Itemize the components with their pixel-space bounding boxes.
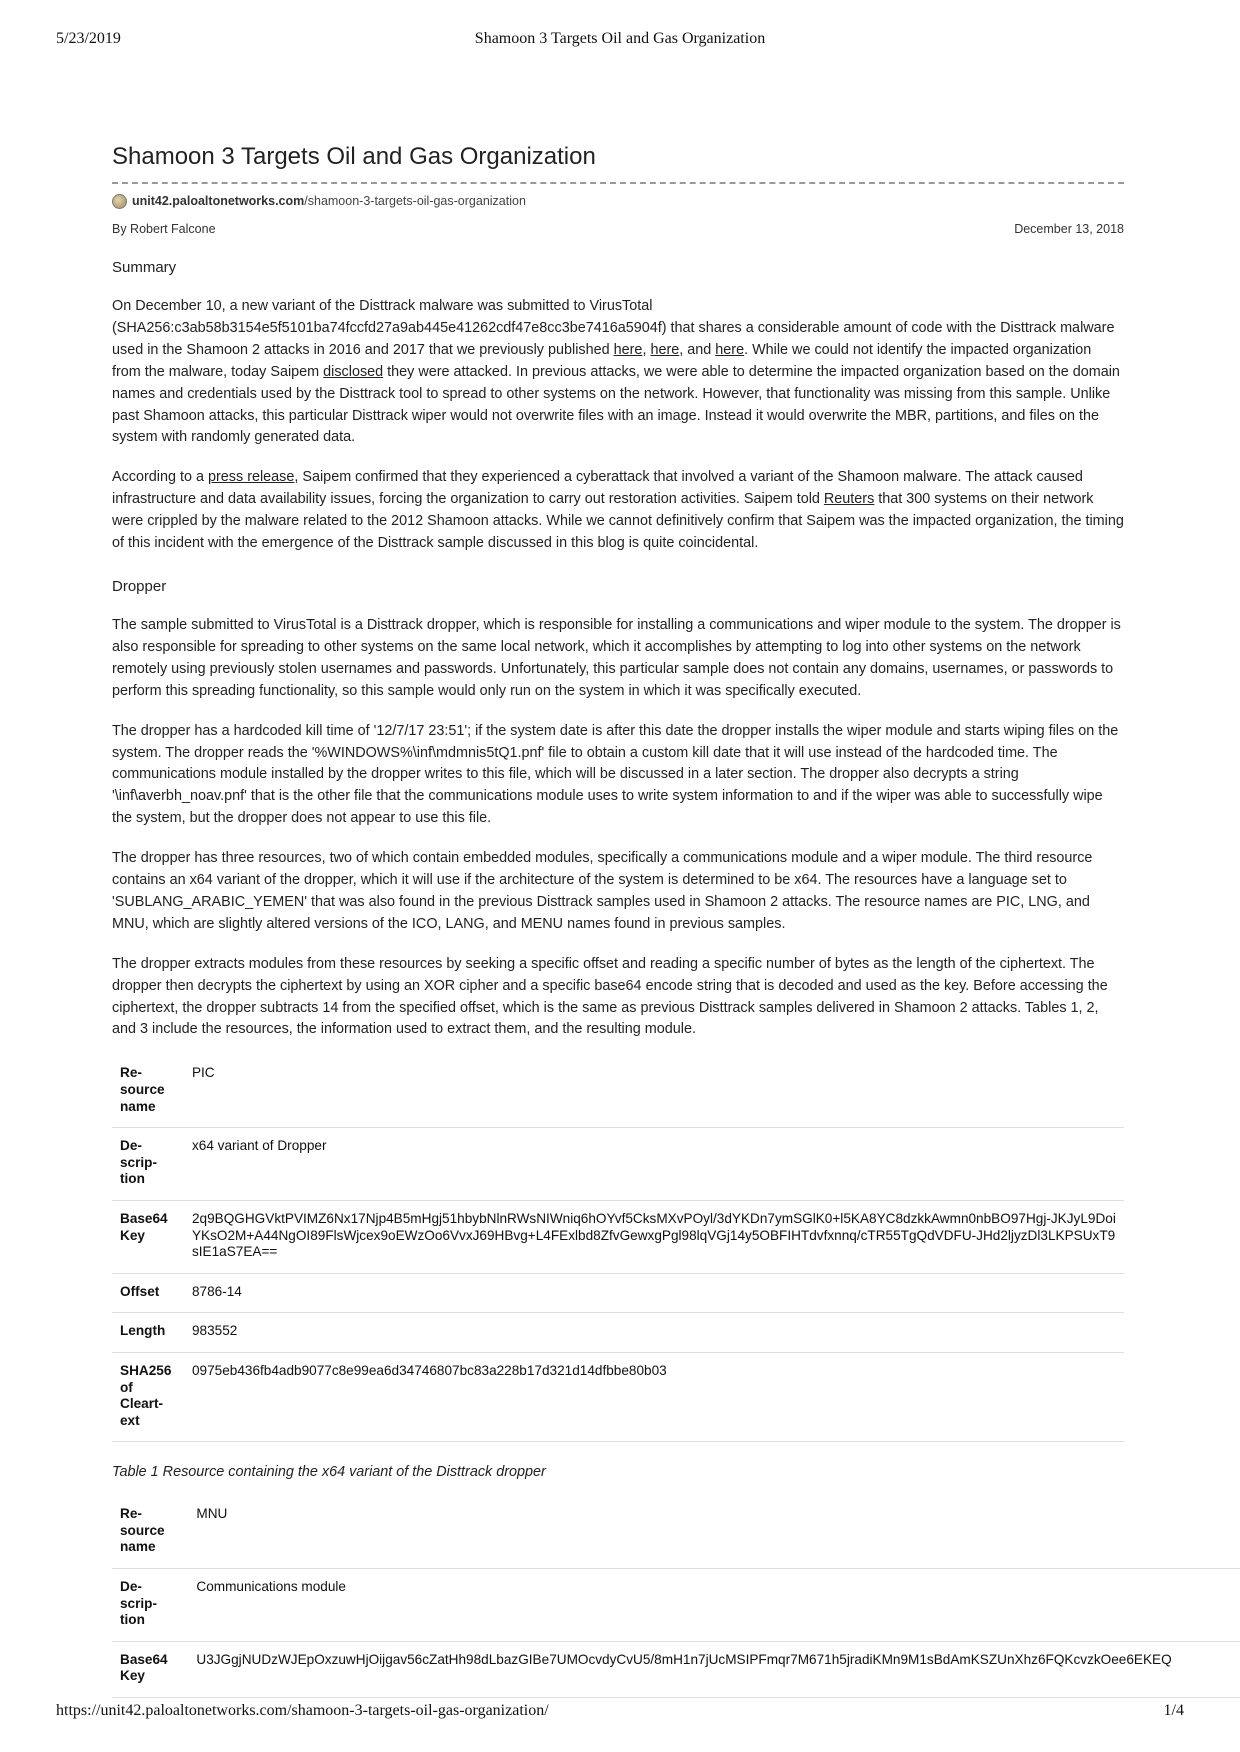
summary-paragraph-2: [112, 467, 1124, 555]
row-value: Communications module: [188, 1569, 1240, 1642]
print-footer-url: https://unit42.paloaltonetworks.com/shamoon-3-targets-oil-gas-organization/: [56, 1702, 549, 1719]
table-1-caption: Table 1 Resource containing the x64 variant of the Disttrack dropper: [112, 1464, 546, 1481]
text-segment: , and: [679, 341, 716, 358]
row-label: Base64 Key: [112, 1641, 188, 1697]
text-segment: On December 10, a new variant of the Disttrack malware was submitted to VirusTotal (SHA256:c3ab58b3154e5f5101ba74fccfd27a9ab445e41262cdf47e8cc3be7416a5904f) that shares a considerable amount of code with the Disttrack malware used in the Shamoon 2 attacks in 2016 and 2017 that we previously published: [112, 298, 1115, 358]
reuters-link[interactable]: Reuters: [823, 491, 875, 508]
author: By Robert Falcone: [112, 222, 216, 236]
text-segment: , Saipem confirmed that they experienced a cyberattack that involved a variant of the Shamoon malware. The attack caused infrastructure and data availability issues, forcing the organization to carry out restoration activities. Saipem told: [112, 469, 1083, 508]
row-label: Base64 Key: [112, 1200, 184, 1273]
text-segment: . While we could not identify the impacted organization from the malware, today Saipem: [112, 341, 1092, 380]
table-row: [112, 1200, 1124, 1273]
article: [112, 140, 1172, 1698]
source-domain[interactable]: unit42.paloaltonetworks.com: [132, 194, 305, 208]
table-row: [112, 1641, 1240, 1697]
row-label: De- scrip- tion: [112, 1569, 188, 1642]
here-link-1[interactable]: here: [613, 341, 643, 358]
table-row: [112, 1496, 1240, 1568]
dropper-heading: Dropper: [112, 577, 167, 595]
page-number: 1/4: [1163, 1702, 1184, 1719]
print-header-title: Shamoon 3 Targets Oil and Gas Organization: [474, 30, 766, 47]
globe-icon: [112, 194, 127, 209]
disclosed-link[interactable]: disclosed: [323, 363, 384, 380]
text-segment: they were attacked. In previous attacks, we were able to determine the impacted organization based on the domain names and credentials used by the Disttrack tool to spread to other systems on the network. However, that functionality was missing from this sample. Unlike past Shamoon attacks, this particular Disttrack wiper would not overwrite files with an image. Instead it would overwrite the MBR, partitions, and files on the system with randomly generated data.: [112, 363, 1120, 446]
resource-table-1: [112, 1055, 1124, 1442]
print-header-date: 5/23/2019: [56, 30, 121, 47]
article-title: Shamoon 3 Targets Oil and Gas Organization: [112, 140, 1124, 184]
row-value: U3JGgjNUDzWJEpOxzuwHjOijgav56cZatHh98dLbazGIBe7UMOcvdyCvU5/8mH1n7jUcMSIPFmqr7M671h5jradiKMn9M1sBdAmKSZUnXhz6FQKcvzkOee6EKEQ: [188, 1641, 1240, 1697]
row-value: 0975eb436fb4adb9077c8e99ea6d34746807bc83a228b17d321d14dfbbe80b03: [184, 1352, 1124, 1441]
text-segment: According to a: [112, 469, 208, 486]
table-row: [112, 1128, 1124, 1201]
row-label: Re- source name: [112, 1055, 184, 1127]
print-header: [0, 30, 1240, 54]
row-label: Length: [112, 1313, 184, 1353]
row-value: PIC: [184, 1055, 1124, 1127]
row-value: MNU: [188, 1496, 1240, 1568]
here-link-3[interactable]: here: [715, 341, 745, 358]
source-row: [112, 192, 1124, 210]
dropper-paragraph-4: The dropper extracts modules from these resources by seeking a specific offset and reading a specific number of bytes as the length of the ciphertext. The dropper then decrypts the ciphertext by using an XOR cipher and a specific base64 encode string that is decoded and used as the key. Before accessing the ciphertext, the dropper subtracts 14 from the specified offset, which is the same as previous Disttrack samples delivered in Shamoon 2 attacks. Tables 1, 2, and 3 include the resources, the information used to extract them, and the resulting module.: [112, 955, 1108, 1038]
summary-paragraph-1: [112, 296, 1124, 449]
dropper-paragraph-1: The sample submitted to VirusTotal is a Disttrack dropper, which is responsible for installing a communications and wiper module to the system. The dropper is also responsible for spreading to other systems on the same local network, which it accomplishes by attempting to log into other systems on the network remotely using previously stolen usernames and passwords. Unfortunately, this particular sample does not contain any domains, usernames, or passwords to perform this spreading functionality, so this sample would only run on the system in which it was specifically executed.: [112, 616, 1121, 699]
byline-row: [112, 222, 1124, 236]
publish-date: December 13, 2018: [1014, 222, 1124, 236]
table-row: [112, 1569, 1240, 1642]
print-footer: [0, 1702, 1240, 1726]
text-segment: that 300 systems on their network were crippled by the malware related to the 2012 Shamoon attacks. While we cannot definitively confirm that Saipem was the impacted organization, the timing of this incident with the emergence of the Disttrack sample discussed in this blog is quite coincidental.: [112, 491, 1124, 552]
source-path[interactable]: /shamoon-3-targets-oil-gas-organization: [304, 194, 526, 208]
row-label: SHA256 of Cleart- ext: [112, 1352, 184, 1441]
dropper-paragraph-3: The dropper has three resources, two of which contain embedded modules, specifically a communications module and a wiper module. The third resource contains an x64 variant of the dropper, which it will use if the architecture of the system is determined to be x64. The resources have a language set to 'SUBLANG_ARABIC_YEMEN' that was also found in the previous Disttrack samples used in Shamoon 2 attacks. The resource names are PIC, LNG, and MNU, which are slightly altered versions of the ICO, LANG, and MENU names found in previous samples.: [112, 850, 1093, 932]
text-segment: ,: [642, 341, 651, 358]
table-row: [112, 1273, 1124, 1313]
table-row: [112, 1352, 1124, 1441]
table-row: [112, 1055, 1124, 1127]
summary-heading: Summary: [112, 259, 177, 276]
row-label: De- scrip- tion: [112, 1128, 184, 1201]
row-label: Re- source name: [112, 1496, 188, 1568]
row-value: 8786-14: [184, 1273, 1124, 1313]
here-link-2[interactable]: here: [650, 341, 680, 358]
row-value: 2q9BQGHGVktPVIMZ6Nx17Njp4B5mHgj51hbybNlnRWsNIWniq6hOYvf5CksMXvPOyl/3dYKDn7ymSGlK0+l5KA8YC8dzkkAwmn0nbBO97Hgj-JKJyL9DoiYKsO2M+A44NgOI89FlsWjcex9oEWzOo6VvxJ69HBvg+L4FExlbd8ZfvGewxgPgl98lqVGj14y5OBFIHTdvfxnnq/cTR55TgQdVDFU-JHd2ljyzDl3LKPSUxT9sIE1aS7EA==: [184, 1200, 1124, 1273]
row-value: 983552: [184, 1313, 1124, 1353]
dropper-paragraph-2: The dropper has a hardcoded kill time of '12/7/17 23:51'; if the system date is after this date the dropper installs the wiper module and starts wiping files on the system. The dropper reads the '%WINDOWS%\inf\mdmnis5tQ1.pnf' file to obtain a custom kill date that it will use instead of the hardcoded time. The communications module installed by the dropper writes to this file, which will be discussed in a later section. The dropper also decrypts a string '\inf\averbh_noav.pnf' that is the other file that the communications module uses to write system information to and if the wiper was able to successfully wipe the system, but the dropper does not appear to use this file.: [112, 722, 1119, 827]
row-label: Offset: [112, 1273, 184, 1313]
resource-table-2: [112, 1496, 1240, 1698]
table-row: [112, 1313, 1124, 1353]
row-value: x64 variant of Dropper: [184, 1128, 1124, 1201]
press-release-link[interactable]: press release: [208, 469, 295, 486]
